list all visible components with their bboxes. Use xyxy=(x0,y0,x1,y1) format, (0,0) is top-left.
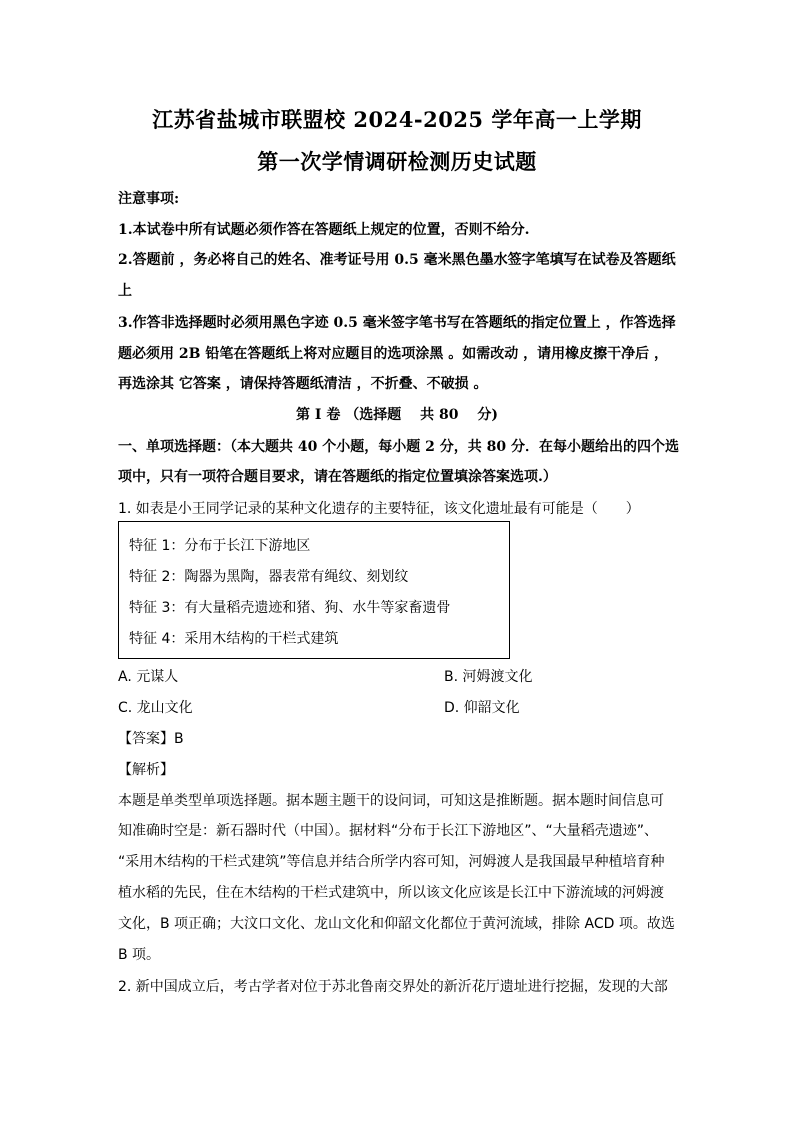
feature-table xyxy=(118,521,510,659)
option-d: D. 仰韶文化 xyxy=(444,700,520,716)
analysis-line: 植水稻的先民，住在木结构的干栏式建筑中，所以该文化应该是长江中下游流域的河姆渡 xyxy=(118,885,664,901)
part-instructions-line1: 一、单项选择题：（本大题共 40 个小题，每小题 2 分，共 80 分．在每小题给出的四个选 xyxy=(118,439,679,455)
exam-title-line2: 第一次学情调研检测历史试题 xyxy=(257,149,537,174)
notice-item-2-line1: 2.答题前 ，务必将自己的姓名、准考证号用 0.5 毫米黑色墨水签字笔填写在试卷及答题纸 xyxy=(118,252,676,268)
analysis-line: 文化，B 项正确；大汶口文化、龙山文化和仰韶文化都位于黄河流域，排除 ACD 项。故选 xyxy=(118,916,675,932)
feature-item: 特征 1：分布于长江下游地区 xyxy=(129,538,311,554)
question-2-stem: 2. 新中国成立后，考古学者对位于苏北鲁南交界处的新沂花厅遗址进行挖掘，发现的大部 xyxy=(118,979,668,995)
feature-item: 特征 2：陶器为黑陶，器表常有绳纹、刻划纹 xyxy=(129,569,409,585)
analysis-line: 本题是单类型单项选择题。据本题主题干的设问词，可知这是推断题。据本题时间信息可 xyxy=(118,793,664,809)
analysis-line: B 项。 xyxy=(118,947,161,963)
notice-heading: 注意事项: xyxy=(118,191,180,207)
feature-item: 特征 4：采用木结构的干栏式建筑 xyxy=(129,631,339,647)
notice-item-3-line3: 再选涂其 它答案 ，请保持答题纸清洁 ，不折叠、不破损 。 xyxy=(118,376,488,392)
question-1-stem: 1. 如表是小王同学记录的某种文化遗存的主要特征，该文化遗址最有可能是（ ） xyxy=(118,501,640,517)
analysis-line: “采用木结构的干栏式建筑”等信息并结合所学内容可知，河姆渡人是我国最早种植培育种 xyxy=(118,854,665,870)
notice-item-3-line1: 3.作答非选择题时必须用黑色字迹 0.5 毫米签字笔书写在答题纸的指定位置上 ，作答选择 xyxy=(118,315,676,331)
analysis-heading: 【解析】 xyxy=(118,762,174,778)
option-c: C. 龙山文化 xyxy=(118,700,193,716)
notice-item-2-line2: 上 xyxy=(118,283,132,299)
section-heading: 第 I 卷 （选择题 共 80 分) xyxy=(296,407,498,423)
analysis-line: 知准确时空是：新石器时代（中国）。据材料“分布于长江下游地区”、“大量稻壳遗迹”、 xyxy=(118,823,659,839)
option-a: A. 元谋人 xyxy=(118,669,179,685)
part-instructions-line2: 项中，只有一项符合题目要求，请在答题纸的指定位置填涂答案选项.） xyxy=(118,469,557,485)
option-b: B. 河姆渡文化 xyxy=(444,669,533,685)
answer-label: 【答案】B xyxy=(118,731,184,747)
notice-item-1: 1.本试卷中所有试题必须作答在答题纸上规定的位置，否则不给分. xyxy=(118,222,530,238)
exam-title-line1: 江苏省盐城市联盟校 2024-2025 学年高一上学期 xyxy=(152,107,642,132)
notice-item-3-line2: 题必须用 2B 铅笔在答题纸上将对应题目的选项涂黑 。如需改动 ，请用橡皮擦干净后 ， xyxy=(118,346,668,362)
feature-item: 特征 3：有大量稻壳遗迹和猪、狗、水牛等家畜遗骨 xyxy=(129,600,451,616)
